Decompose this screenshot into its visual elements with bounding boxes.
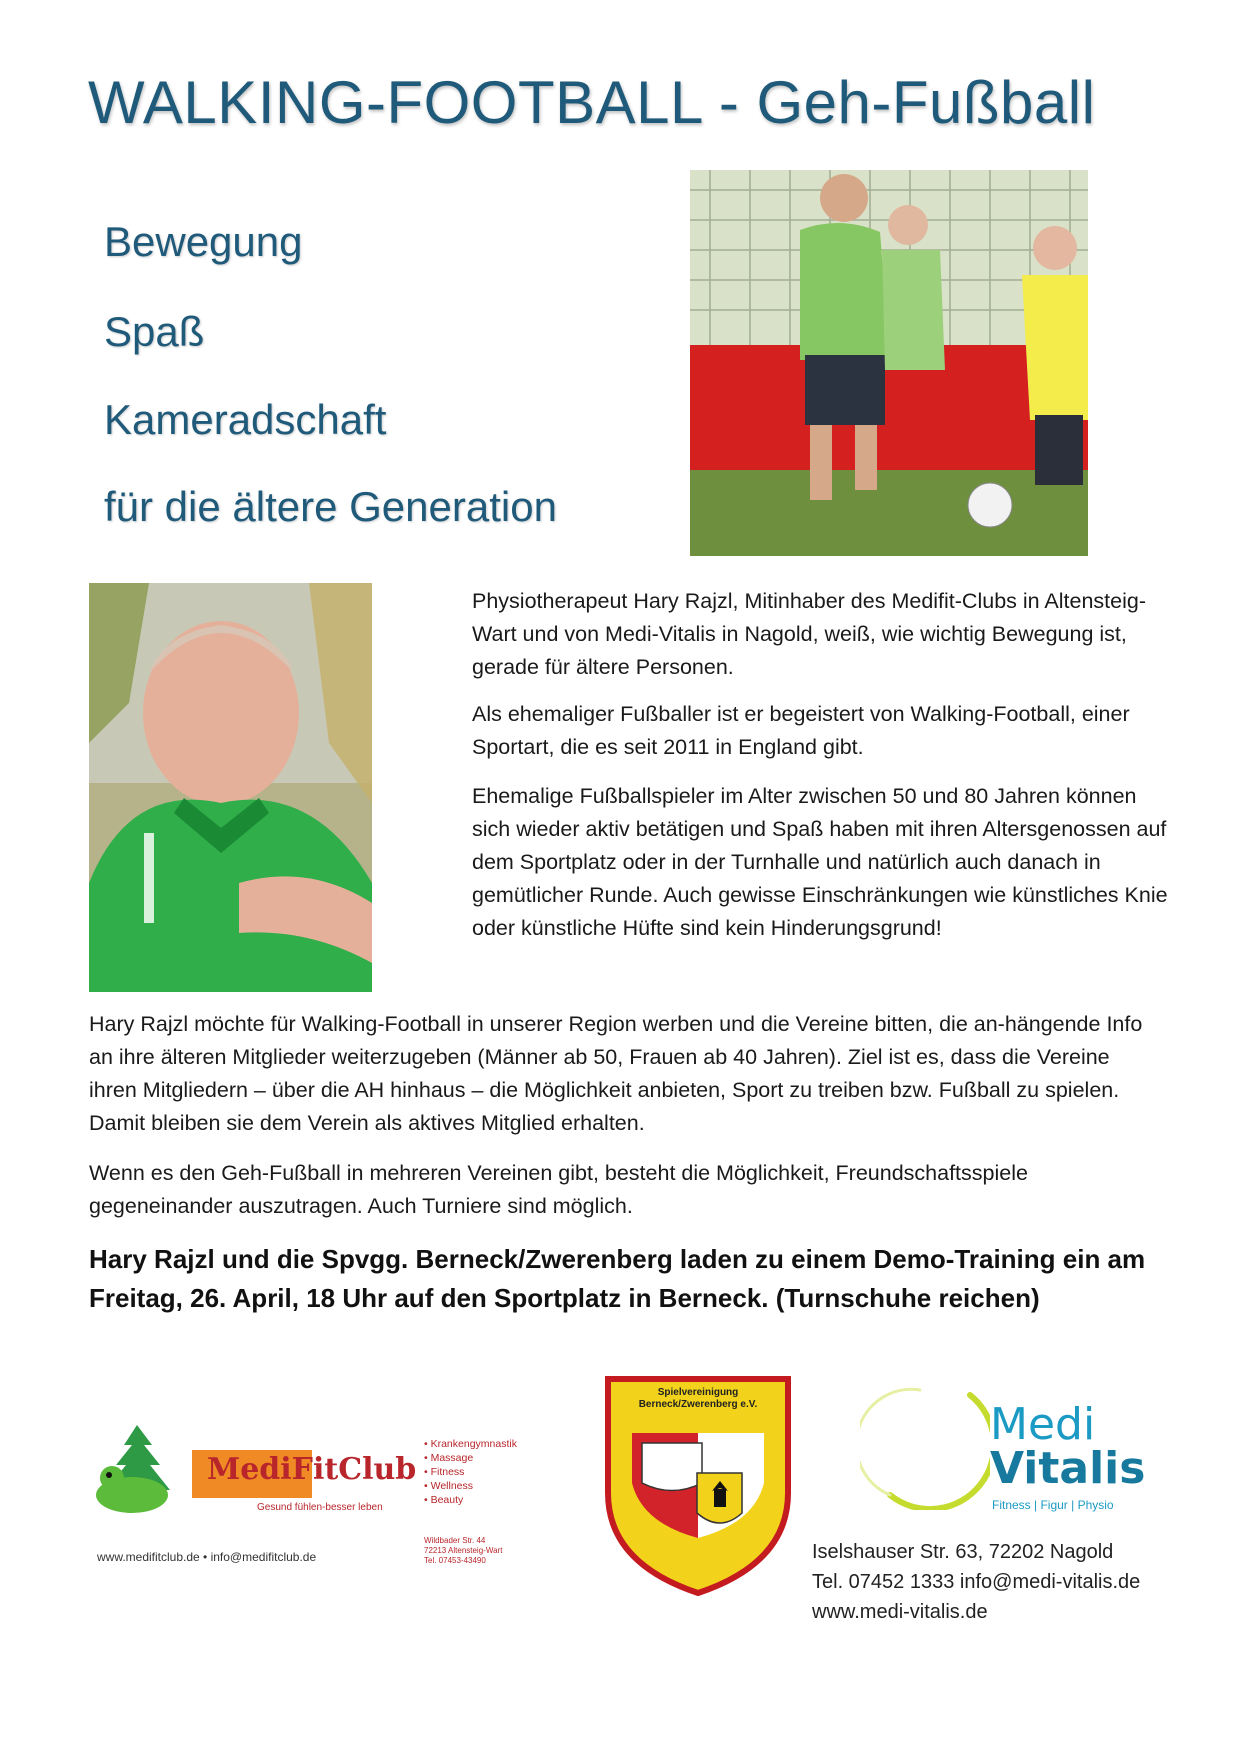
slogan-generation: für die ältere Generation bbox=[104, 483, 557, 530]
medifit-service: • Krankengymnastik bbox=[424, 1438, 517, 1450]
medifit-tagline: Gesund fühlen-besser leben bbox=[257, 1502, 383, 1513]
medifit-services-list bbox=[424, 1437, 517, 1507]
medifit-name: MediFitClub bbox=[207, 1452, 417, 1487]
slogan-kameradschaft: Kameradschaft bbox=[104, 396, 387, 443]
main-paragraph-1: Hary Rajzl möchte für Walking-Football in unserer Region werben und die Vereine bitten, die an-hängende Info an ihre älteren Mitglieder weiterzugeben (Männer ab 50, Frauen ab 40 Jahren). Ziel ist es, dass die Vereine ihren Mitgliedern – über die AH hinhaus – die Möglichkeit anbieten, Sport zu treiben bzw. Fußball zu spielen. Damit bleiben sie dem Verein als aktives Mitglied erhalten. bbox=[89, 1012, 1143, 1135]
intro-paragraph-2: Als ehemaliger Fußballer ist er begeistert von Walking-Football, einer Sportart, die es seit 2011 in England gibt. bbox=[472, 702, 1130, 759]
spvgg-berneck-crest bbox=[602, 1373, 794, 1597]
intro-paragraph-3: Ehemalige Fußballspieler im Alter zwischen 50 und 80 Jahren können sich wieder aktiv betätigen und Spaß haben mit ihren Altersgenossen auf dem Sportplatz oder in der Turnhalle und natürlich auch danach in gemütlicher Runde. Auch gewisse Einschränkungen wie künstliches Knie oder künstliche Hüfte sind kein Hinderungsgrund! bbox=[472, 784, 1168, 940]
medifit-service: • Massage bbox=[424, 1452, 474, 1464]
medi-vitalis-logo bbox=[860, 1385, 1160, 1510]
hary-rajzl-portrait bbox=[89, 583, 372, 992]
invitation-text: Hary Rajzl und die Spvgg. Berneck/Zwerenberg laden zu einem Demo-Training ein am Freitag, 26. April, 18 Uhr auf den Sportplatz in Berneck. (Turnschuhe reichen) bbox=[89, 1244, 1146, 1313]
medifit-address: Wildbader Str. 44 72213 Altensteig-Wart Tel. 07453-43490 bbox=[424, 1536, 503, 1565]
medi-vitalis-vitalis: Vitalis bbox=[990, 1443, 1146, 1494]
main-paragraph-2: Wenn es den Geh-Fußball in mehreren Vereinen gibt, besteht die Möglichkeit, Freundschaftsspiele gegeneinander auszutragen. Auch Turniere sind möglich. bbox=[89, 1161, 1028, 1218]
medifit-service: • Fitness bbox=[424, 1466, 465, 1478]
medifit-service: • Wellness bbox=[424, 1480, 473, 1492]
medi-vitalis-contact bbox=[812, 1537, 1140, 1627]
medifit-service: • Beauty bbox=[424, 1494, 464, 1506]
intro-paragraph-1: Physiotherapeut Hary Rajzl, Mitinhaber des Medifit-Clubs in Altensteig-Wart und von Medi-Vitalis in Nagold, weiß, wie wichtig Bewegung ist, gerade für ältere Personen. bbox=[472, 589, 1146, 679]
slogan-bewegung: Bewegung bbox=[104, 218, 303, 265]
medi-vitalis-phone-email: Tel. 07452 1333 info@medi-vitalis.de bbox=[812, 1571, 1141, 1593]
medi-vitalis-website: www.medi-vitalis.de bbox=[812, 1601, 988, 1623]
walking-football-photo bbox=[690, 170, 1088, 556]
medi-vitalis-medi: Medi bbox=[990, 1399, 1096, 1450]
medifit-web-line: www.medifitclub.de • info@medifitclub.de bbox=[97, 1550, 317, 1564]
page-title: WALKING-FOOTBALL - Geh-Fußball bbox=[88, 69, 1096, 136]
medi-vitalis-address: Iselshauser Str. 63, 72202 Nagold bbox=[812, 1541, 1114, 1563]
medi-vitalis-tagline: Fitness | Figur | Physio bbox=[992, 1498, 1114, 1512]
slogan-spass: Spaß bbox=[104, 308, 205, 355]
crest-label: Spielvereinigung Berneck/Zwerenberg e.V. bbox=[638, 1387, 758, 1410]
